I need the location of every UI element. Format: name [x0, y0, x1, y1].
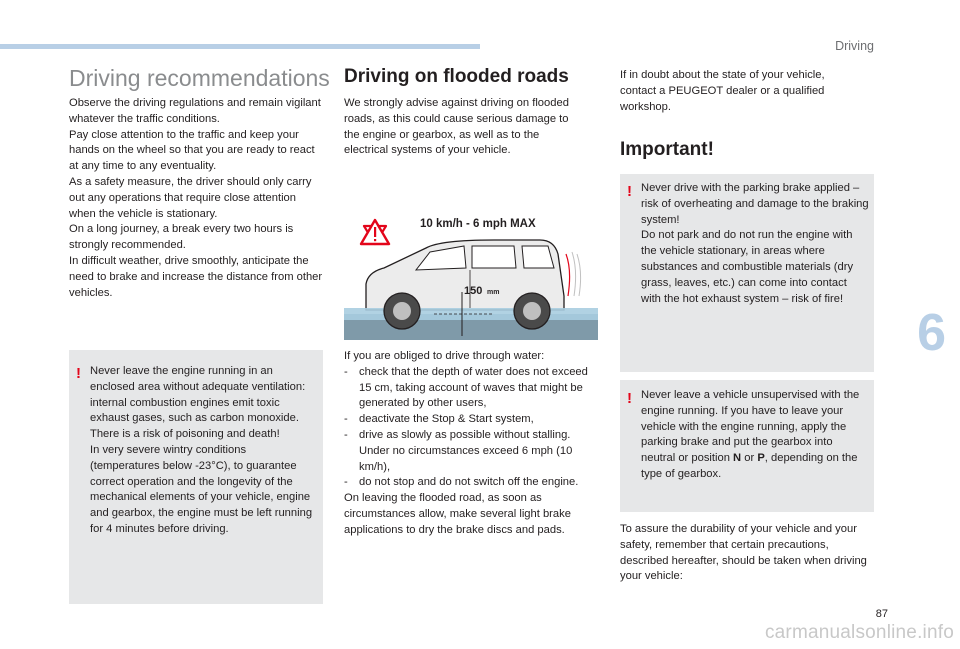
speed-limit-label: 10 km/h - 6 mph MAX: [420, 218, 536, 230]
spray-line-icon: [572, 252, 576, 296]
gear-park-label: P: [757, 452, 765, 465]
warning-paragraph: Never leave the engine running in an enclosed area without adequate ventilation: internal combustion engines emit toxic exhaust gases, such as carbon monoxide. There is a risk of poisoning and death!: [90, 365, 306, 441]
flooded-title: Driving on flooded roads: [344, 66, 569, 87]
important-title: Important!: [620, 139, 714, 160]
warning-text-part: , depending on the type of gearbox.: [641, 452, 858, 480]
warning-paragraph: Never drive with the parking brake applied – risk of overheating and damage to the braking system!: [641, 182, 869, 226]
flooded-car-figure: [344, 210, 598, 340]
warning-icon: !: [627, 390, 632, 407]
dealer-advice: If in doubt about the state of your vehicle, contact a PEUGEOT dealer or a qualified workshop.: [620, 69, 825, 113]
flooded-steps-list: [344, 365, 600, 491]
rear-hub: [523, 302, 541, 320]
flooded-outro: On leaving the flooded road, as soon as circumstances allow, make several light brake applications to dry the brake discs and pads.: [344, 492, 571, 536]
flooded-steps: [344, 349, 600, 539]
gear-neutral-label: N: [733, 452, 742, 465]
list-item: - do not stop and do not switch off the engine.: [344, 475, 600, 491]
parking-brake-warning-text: [641, 181, 869, 307]
chapter-number: 6: [917, 304, 946, 362]
flooded-intro: We strongly advise against driving on flooded roads, as this could cause serious damage to the engine or gearbox, as well as to the electrical systems of your vehicle.: [344, 97, 569, 157]
car-window-rear: [522, 246, 554, 268]
unsupervised-warning-text: [641, 388, 869, 483]
list-item: - check that the depth of water does not exceed 15 cm, taking account of waves that might be generated by other users,: [344, 365, 600, 412]
recommendation-paragraph: On a long journey, a break every two hours is strongly recommended.: [69, 223, 294, 252]
car-window-middle: [472, 246, 516, 268]
warning-text-part: Never leave a vehicle unsupervised with the engine running. If you have to leave your vehicle with the engine running, apply the parking brake and put the gearbox into neutral or position: [641, 389, 860, 465]
page-number: 87: [875, 608, 888, 620]
unsupervised-warning-box: [620, 380, 874, 512]
header-accent-bar: [0, 44, 480, 49]
warning-icon: !: [76, 365, 81, 382]
warning-icon: !: [627, 183, 632, 200]
watermark: carmanualsonline.info: [764, 622, 954, 643]
recommendations-body: [69, 96, 323, 301]
front-hub: [393, 302, 411, 320]
depth-unit-label: mm: [487, 289, 500, 296]
spray-line-icon: [566, 254, 570, 296]
list-item: - deactivate the Stop & Start system,: [344, 412, 600, 428]
warning-triangle-dot: [374, 239, 376, 241]
recommendation-paragraph: Observe the driving regulations and remain vigilant whatever the traffic conditions.: [69, 97, 321, 125]
parking-brake-warning-box: [620, 174, 874, 372]
recommendation-paragraph: Pay close attention to the traffic and keep your hands on the wheel so that you are ready to react at any time to any eventuality.: [69, 128, 315, 173]
recommendation-paragraph: As a safety measure, the driver should only carry out any operations that require close attention when the vehicle is stationary.: [69, 175, 312, 220]
recommendation-paragraph: In difficult weather, drive smoothly, anticipate the need to brake and increase the distance from other vehicles.: [69, 254, 323, 299]
closing-paragraph: To assure the durability of your vehicle and your safety, remember that certain precautions, described hereafter, should be taken when driving your vehicle:: [620, 523, 867, 583]
recommendations-title: Driving recommendations: [69, 65, 330, 91]
warning-text-part: or: [741, 452, 758, 465]
flooded-steps-intro: If you are obliged to drive through water:: [344, 350, 545, 362]
engine-warning-text: [90, 364, 318, 538]
spray-line-icon: [577, 254, 581, 296]
flooded-road-illustration: [344, 210, 598, 340]
list-item: - drive as slowly as possible without stalling. Under no circumstances exceed 6 mph (10 km/h),: [344, 428, 600, 475]
warning-paragraph: Do not park and do not run the engine with the vehicle stationary, in areas where substances and combustible materials (dry grass, leaves, etc.) can come into contact with the hot exhaust system – risk of fire!: [641, 229, 854, 305]
chapter-label: Driving: [835, 39, 874, 53]
warning-paragraph: In very severe wintry conditions (temperatures below -23°C), to guarantee correct operation and the longevity of the mechanical elements of your vehicle, engine and gearbox, the engine must be left running for 4 minutes before driving.: [90, 443, 313, 535]
warning-triangle-bar: [374, 227, 376, 237]
depth-value-label: 150: [464, 285, 483, 297]
engine-warning-box: [69, 350, 323, 604]
